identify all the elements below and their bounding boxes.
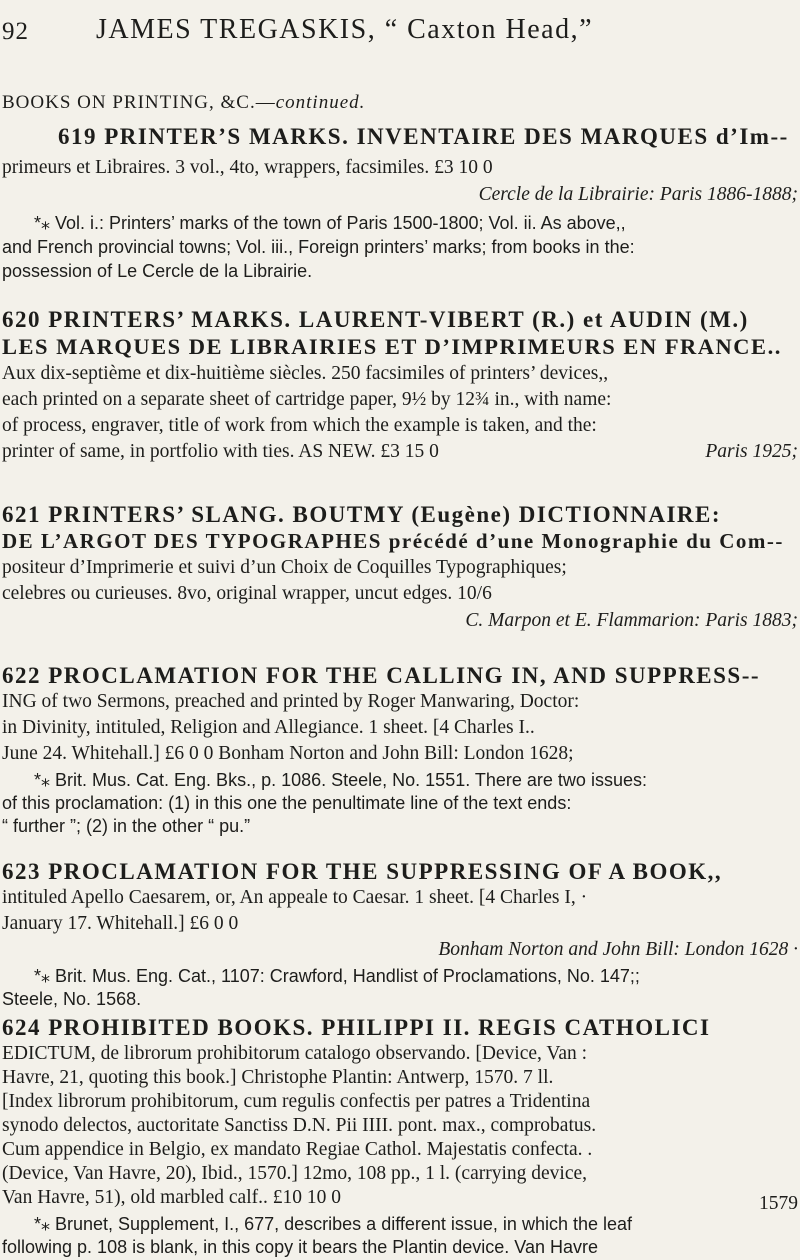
running-head-title: JAMES TREGASKIS, “ Caxton Head,”: [96, 14, 594, 45]
entry-note: “ further ”; (2) in the other “ pu.”: [2, 816, 251, 836]
section-heading-label: BOOKS ON PRINTING, &C.—: [2, 92, 276, 113]
section-heading: [2, 92, 365, 114]
entry-note: *⁎ Brit. Mus. Cat. Eng. Bks., p. 1086. Steele, No. 1551. There are two issues:: [34, 770, 647, 790]
entry-note: Steele, No. 1568.: [2, 989, 142, 1009]
entry-line: of process, engraver, title of work from which the example is taken, and the:: [2, 415, 597, 436]
entry-imprint: C. Marpon et E. Flammarion: Paris 1883;: [465, 610, 798, 631]
entry-line: DE L’ARGOT DES TYPOGRAPHES précédé d’une Monographie du Com--: [2, 529, 784, 553]
entry-note: and French provincial towns; Vol. iii., Foreign printers’ marks; from books in the:: [2, 237, 635, 257]
entry-line: printer of same, in portfolio with ties. AS NEW. £3 15 0: [2, 441, 439, 462]
entry-note: of this proclamation: (1) in this one the penultimate line of the text ends:: [2, 793, 572, 813]
entry-line: 620 PRINTERS’ MARKS. LAURENT-VIBERT (R.) et AUDIN (M.): [2, 307, 749, 332]
entry-line: (Device, Van Havre, 20), Ibid., 1570.] 12mo, 108 pp., 1 l. (carrying device,: [2, 1163, 588, 1184]
entry-line: 619 PRINTER’S MARKS. INVENTAIRE DES MARQUES d’Im--: [58, 124, 789, 149]
entry-line: EDICTUM, de librorum prohibitorum catalogo observando. [Device, Van :: [2, 1043, 588, 1064]
entry-line: 621 PRINTERS’ SLANG. BOUTMY (Eugène) DICTIONNAIRE:: [2, 502, 722, 527]
entry-line: intituled Apello Caesarem, or, An appeale to Caesar. 1 sheet. [4 Charles I, ·: [2, 887, 588, 908]
section-heading-continued: continued.: [275, 92, 366, 113]
entry-imprint: Cercle de la Librairie: Paris 1886-1888;: [478, 184, 798, 205]
entry-line: synodo delectos, auctoritate Sanctiss D.N. Pii IIII. pont. max., comprobatus.: [2, 1115, 597, 1136]
entry-line: 622 PROCLAMATION FOR THE CALLING IN, AND SUPPRESS--: [2, 663, 761, 688]
entry-line: positeur d’Imprimerie et suivi d’un Choix de Coquilles Typographiques;: [2, 557, 567, 578]
entry-line: 623 PROCLAMATION FOR THE SUPPRESSING OF A BOOK,,: [2, 859, 723, 884]
entry-note: possession of Le Cercle de la Librairie.: [2, 261, 313, 281]
entry-line: ING of two Sermons, preached and printed by Roger Manwaring, Doctor:: [2, 691, 580, 712]
entry-note: following p. 108 is blank, in this copy it bears the Plantin device. Van Havre: [2, 1237, 598, 1257]
entry-note: *⁎ Brit. Mus. Eng. Cat., 1107: Crawford, Handlist of Proclamations, No. 147;;: [34, 966, 640, 986]
entry-line: each printed on a separate sheet of cartridge paper, 9½ by 12¾ in., with name:: [2, 389, 612, 410]
entry-line: January 17. Whitehall.] £6 0 0: [2, 913, 239, 934]
entry-imprint: 1579: [759, 1193, 798, 1214]
running-head: [0, 14, 800, 54]
entry-line: Aux dix-septième et dix-huitième siècles. 250 facsimiles of printers’ devices,,: [2, 363, 609, 384]
entry-note: *⁎ Vol. i.: Printers’ marks of the town of Paris 1500-1800; Vol. ii. As above,,: [34, 213, 626, 233]
entry-line: in Divinity, intituled, Religion and Allegiance. 1 sheet. [4 Charles I..: [2, 717, 535, 738]
entry-line: June 24. Whitehall.] £6 0 0 Bonham Norton and John Bill: London 1628;: [2, 743, 574, 764]
entry-line: LES MARQUES DE LIBRAIRIES ET D’IMPRIMEURS EN FRANCE..: [2, 334, 782, 359]
entry-line: Van Havre, 51), old marbled calf.. £10 10 0: [2, 1187, 341, 1208]
entry-imprint: Bonham Norton and John Bill: London 1628 ·: [438, 939, 798, 960]
entry-line: 624 PROHIBITED BOOKS. PHILIPPI II. REGIS CATHOLICI: [2, 1015, 711, 1040]
entry-line: [Index librorum prohibitorum, cum regulis confectis per patres a Tridentina: [2, 1091, 591, 1112]
entry-line: Cum appendice in Belgio, ex mandato Regiae Cathol. Majestatis confecta. .: [2, 1139, 593, 1160]
entry-note: *⁎ Brunet, Supplement, I., 677, describes a different issue, in which the leaf: [34, 1214, 633, 1234]
page-number: 92: [2, 18, 29, 45]
entry-line: celebres ou curieuses. 8vo, original wrapper, uncut edges. 10/6: [2, 583, 492, 604]
entry-line: primeurs et Libraires. 3 vol., 4to, wrappers, facsimiles. £3 10 0: [2, 157, 493, 178]
entry-line: Havre, 21, quoting this book.] Christophe Plantin: Antwerp, 1570. 7 ll.: [2, 1067, 554, 1088]
entry-imprint: Paris 1925;: [705, 441, 798, 462]
